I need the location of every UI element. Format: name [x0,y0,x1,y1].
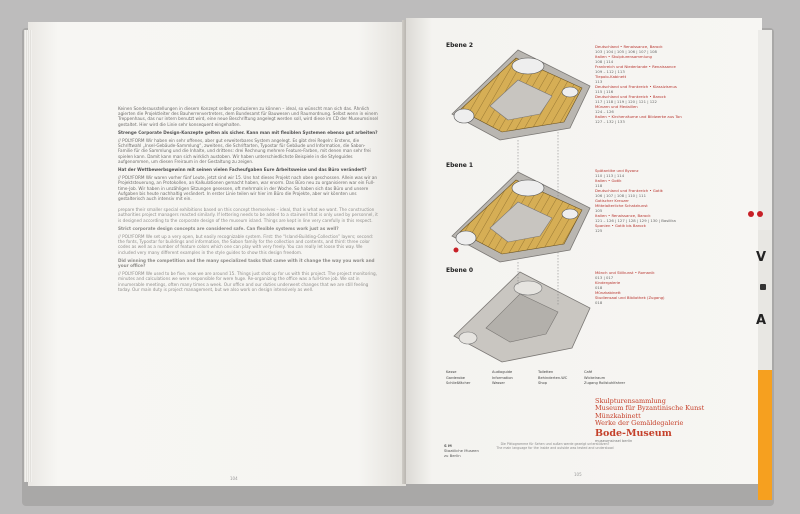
legend-item: Shop [538,381,548,385]
collection-rooms: 018 [595,300,603,305]
collection-line: Münzkabinett [595,290,621,295]
level-label-0: Ebene 0 [446,267,474,274]
collection-line: Kindergalerie [595,280,621,285]
floor-plan-level-2 [452,50,590,140]
collection-line: Studiensaal und Bibliothek (Zugang) [595,295,665,300]
collection-rooms: 013 | 017 [595,275,614,280]
floor-plan-level-1 [452,172,590,262]
paragraph-en-3: // POLYFORM We used to be five, now we are around 15. Things just shot up for us with this project. The project monitoring, minutes and calculations we were responsible for were huge. Re-organizing the office was a full-time job. We sat in innumerable meetings, often many times a week. Our office and our duties underwent changes that we are still feeling today. Our main duty is project management, but we also work on design intensively as well. [118,271,377,292]
lock-icon [760,284,766,290]
smb-logo-mark: S M [444,443,452,448]
pictogram-legend [446,370,630,387]
collection-line: Italien • Kirchenräume und Bildwerke aus Ton [595,114,682,119]
collection-line: Deutschland und Frankreich • Barock [595,94,666,99]
collection-line: Italien • Skulpturensammlung [595,54,652,59]
collection-line: Italien • Gotik [595,178,622,183]
page-edges [24,30,32,482]
index-tab-blank [758,30,772,230]
collection-rooms: 105 [595,208,603,213]
collection-rooms: 124 – 126 [595,109,614,114]
smb-logo [444,444,479,458]
museum-names [595,398,704,444]
museum-name-2: Museum für Byzantinische Kunst [595,404,705,413]
collection-line: Gotischer Kreuzer [595,198,629,203]
page-caption [480,442,630,450]
legend-item: Café [584,370,593,374]
collection-rooms: 108 | 114 [595,59,614,64]
collection-line: Frankreich und Niederlande • Renaissance [595,64,676,69]
smb-line-1: Staatliche Museen [444,447,479,453]
smb-line-2: zu Berlin [444,452,461,458]
caption-line-2: The main language for the inside and outside was tested and understood [496,446,614,451]
paragraph-en-2: // POLYFORM We set up a very open, but easily recognizable system. First: the “Island-Building-Collection” layers; second: the fonts, Typostar for buildings and information, the Sabon family for the collection and contents, and third: three color codes as well as a number of feature colors which one can play with very freely. You can really let loose this way. We included very many different examples in the style guides to show this design freedom. [118,234,374,255]
right-page-number: 105 [574,472,582,477]
left-page-number: 104 [230,476,238,481]
collection-line: Münzen und Medaillen [595,104,638,109]
collection-line: Spätantike und Byzanz [595,168,639,173]
museum-subtitle: museumsinsel berlin [595,438,633,443]
collection-list-level-1 [595,168,676,233]
collection-line: Deutschland • Renaissance, Barock [595,44,663,49]
collection-line: Italien • Renaissance, Barock [595,213,651,218]
legend-item: Kasse [446,370,457,374]
collection-rooms: 117 | 118 | 119 | 120 | 121 | 122 [595,99,657,104]
collection-rooms: 106 | 107 | 108 | 110 | 111 [595,193,647,198]
collection-line: Mittelalterliche Schatzkunst [595,203,648,208]
collection-list-level-0 [595,270,665,305]
legend-item: Audioguide [492,370,513,374]
legend-item: Schließfächer [446,381,471,385]
collection-rooms: 103 | 104 | 105 | 106 | 107 | 108 [595,49,657,54]
collection-rooms: 121 – 126 | 127 | 128 | 129 | 130 | Basilika [595,218,676,223]
caption-line-1: Die Piktogramme für Sehen und außen werde gezeigt unterstützen? [500,442,610,446]
collection-line: Spanien • Gotik bis Barock [595,223,646,228]
question-de-2: Hat der Wettbewerbsgewinn mit seinen vielen Facheufgaben Eure Arbeitsweise und das Büro verändert? [118,167,367,173]
legend-item: Behinderten-WC [538,375,568,380]
paragraph-de-3: // POLYFORM Wir waren vorher fünf Leute, jetzt sind wir 15. Uns hat dieses Projekt nach oben geschossen. Allein was wir an Projektsteuerung, an Protokollen, an Kalkulationen gemacht haben, war enorm. Das Büro neu zu organisieren war ein Full-time-Job. Wir haben in unzähligen Sitzungen gesessen, oft mehrmals in der Woche. So haben sich das Büro und unsere Aufgaben bis heute nachhaltig verändert. In erster Linie teilen wir hier im Büro die Projekte, aber wir könnten uns gestalterisch auch intensiv mit ein. [118,175,378,202]
collection-rooms: 118 [595,183,603,188]
index-tab-orange [758,370,772,500]
level-label-2: Ebene 2 [446,42,474,49]
left-page-text [118,106,380,295]
level-label-1: Ebene 1 [446,162,474,169]
collection-line: Deutschland und Frankreich • Klassizismus [595,84,677,89]
red-dot-marker [748,211,754,217]
collection-rooms: 113 [595,79,603,84]
floor-plan-level-0 [454,272,590,362]
legend-item: Wasser [492,381,505,385]
museum-name-3: Münzkabinett [595,411,641,420]
collection-rooms: 018 [595,285,603,290]
collection-rooms: 125 [595,228,603,233]
question-en-2: Did winning the competition and the many specialized tasks that came with it change the way you work and your office? [118,257,375,269]
collection-rooms: 115 | 116 [595,89,614,94]
collection-line: Tiepolo-Kabinett [595,74,627,79]
collection-line: Deutschland und Frankreich • Gotik [595,188,663,193]
question-en-1: Strict corporate design concepts are considered safe. Can flexible systems work just as well? [118,225,339,231]
legend-item: Toiletten [538,370,554,374]
museum-name-1: Skulpturensammlung [595,397,666,405]
collection-rooms: 109 – 112 | 113 [595,69,625,74]
question-de-1: Strenge Corporate Design-Konzepte gelten als sicher. Kann man mit flexiblen Systemen ebenso gut arbeiten? [118,129,378,135]
collection-line: Mönch und Stilkunst • Romanik [595,270,655,275]
legend-item: Wickelraum [584,375,606,380]
red-dot-marker [757,211,763,217]
collection-rooms: 110 | 113 | 114 [595,173,625,178]
legend-item: Zugang Rollstuhlfahrer [584,381,626,385]
collection-rooms: 127 – 132 | 133 [595,119,625,124]
tab-letter-a: A [756,313,767,328]
museum-name-4: Werke der Gemäldegalerie [595,419,684,428]
paragraph-de-2: // POLYFORM Wir haben ein sehr offenes, aber gut erweiterbares System angelegt. Es gibt drei Regeln: Erstens, die Schriftwahl „Insel-Gebäude-Sammlung“, zweitens, die Schriftarten, Typostar für Gebäude und Information, die Sabon-Familie für die Sammlung und die Inhalte, und drittens: drei Rechnung mehrere Feature-Farben, mit denen man sehr frei spielen kann. Damit kann man sich wirklich austoben. Wir haben unterschiedlichste Beispiele in die Styleguides aufgenommen, um diesen Freiraum in der Gestaltung zu zeigen. [118,138,371,164]
museum-title: Bode-Museum [595,427,672,439]
collection-list-level-2 [595,44,682,124]
paragraph-de-1: Keinen Sonderausstellungen in diesem Konzept selber produzieren zu können – ideal, so wünscht man sich das. Ähnlich agierten die Projektleiter des Bauherrenvertreters, dem Bundesamt für Bauwesen und Raumordnung. Selbst wenn in einem Treppenhaus, das nur intern benutzt wird, eine neue Beschriftung angelegt werden soll, wird diese im CD der Museumsinsel gestaltet. Hier wird die Linie sehr konsequent eingehalten. [118,106,379,127]
floor-plans [440,36,600,366]
legend-item: Garderobe [446,375,465,380]
paragraph-en-1: prepare their smaller special exhibitions based on this concept themselves – ideal, that is what we want. The construction authorities project managers reacted similarly. If lettering needs to be added to a stairwell that is only used by personnel, it is designed according to the corporate design of the museum island. Things are kept in line very carefully in this respect. [118,207,378,223]
tab-letter-v: V [756,250,767,265]
legend-item: Information [492,375,513,380]
